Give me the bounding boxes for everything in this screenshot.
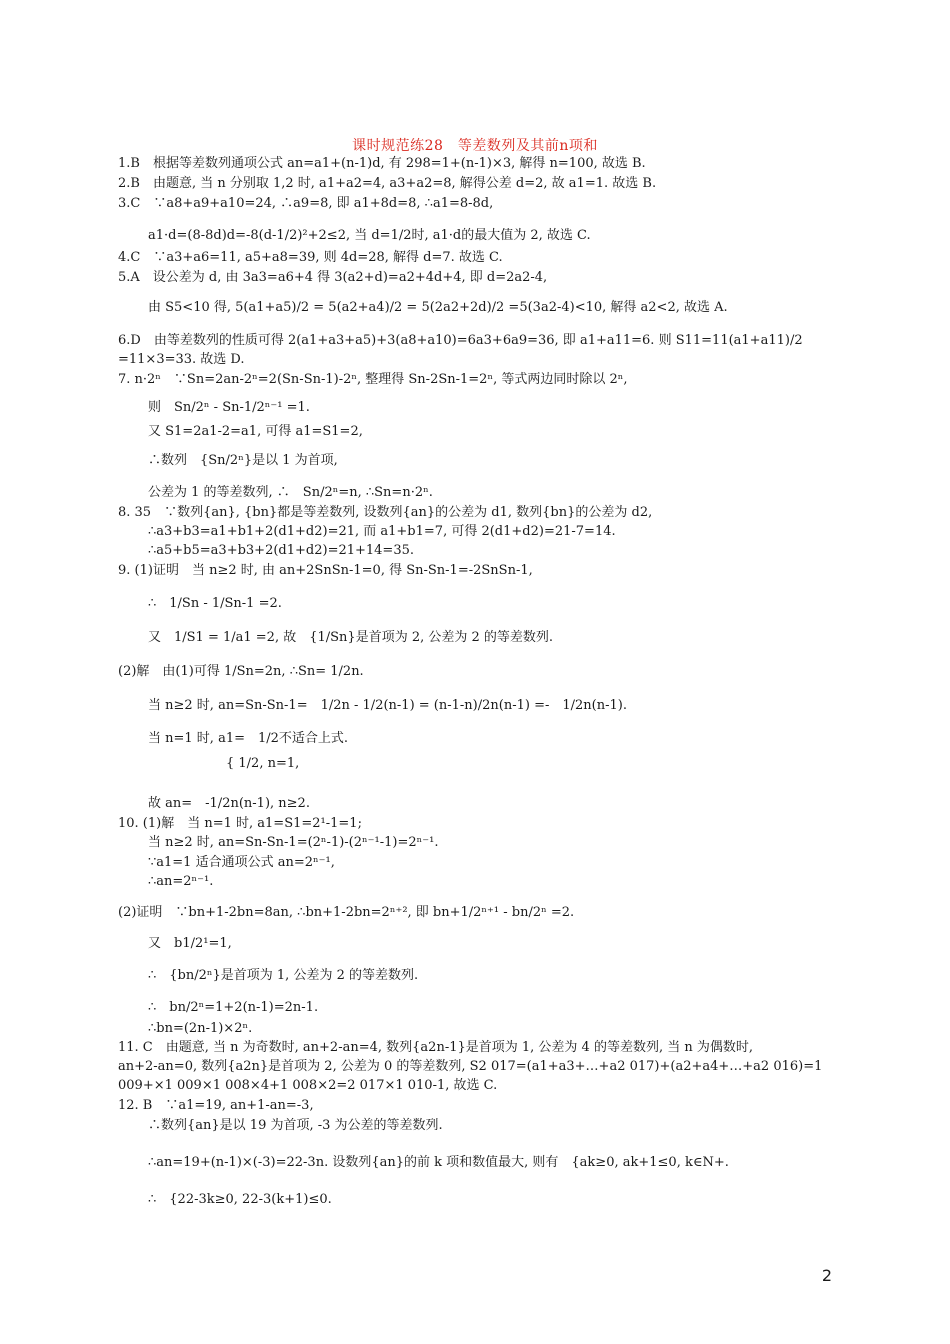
answer-line: 3.C ∵a8+a9+a10=24, ∴a9=8, 即 a1+8d=8, ∴a1=8-8d, — [118, 196, 494, 211]
answer-line: 009+×1 009×1 008×4+1 008×2=2 017×1 010-1, 故选 C. — [118, 1078, 498, 1093]
answer-line: 当 n=1 时, a1= 1/2不适合上式. — [148, 731, 349, 746]
answer-line: 11. C 由题意, 当 n 为奇数时, an+2-an=4, 数列{a2n-1}是首项为 1, 公差为 4 的等差数列, 当 n 为偶数时, — [118, 1040, 753, 1055]
answer-line: 5.A 设公差为 d, 由 3a3=a6+4 得 3(a2+d)=a2+4d+4, 即 d=2a2-4, — [118, 270, 548, 285]
answer-line: 1.B 根据等差数列通项公式 an=a1+(n-1)d, 有 298=1+(n-1)×3, 解得 n=100, 故选 B. — [118, 156, 646, 171]
answer-line: ∴数列{an}是以 19 为首项, -3 为公差的等差数列. — [148, 1118, 443, 1133]
answer-line: 9. (1)证明 当 n≥2 时, 由 an+2SnSn-1=0, 得 Sn-Sn-1=-2SnSn-1, — [118, 563, 533, 578]
answer-line: 当 n≥2 时, an=Sn-Sn-1=(2ⁿ-1)-(2ⁿ⁻¹-1)=2ⁿ⁻¹. — [148, 835, 439, 850]
answer-line: ∵a1=1 适合通项公式 an=2ⁿ⁻¹, — [148, 855, 335, 870]
answer-line: ∴an=2ⁿ⁻¹. — [148, 874, 214, 889]
answer-line: ∴ {bn/2ⁿ}是首项为 1, 公差为 2 的等差数列. — [148, 968, 419, 983]
answer-line: 12. B ∵a1=19, an+1-an=-3, — [118, 1098, 314, 1113]
answer-line: 公差为 1 的等差数列, ∴ Sn/2ⁿ=n, ∴Sn=n·2ⁿ. — [148, 485, 433, 500]
answer-line: 10. (1)解 当 n=1 时, a1=S1=2¹-1=1; — [118, 816, 362, 831]
answer-line: an+2-an=0, 数列{a2n}是首项为 2, 公差为 0 的等差数列, S2 017=(a1+a3+…+a2 017)+(a2+a4+…+a2 016)=1 — [118, 1059, 823, 1074]
answer-line: ∴ {22-3k≥0, 22-3(k+1)≤0. — [148, 1192, 332, 1207]
page-number: 2 — [821, 1266, 832, 1285]
answer-line: (2)证明 ∵bn+1-2bn=8an, ∴bn+1-2bn=2ⁿ⁺², 即 bn+1/2ⁿ⁺¹ - bn/2ⁿ =2. — [118, 905, 575, 920]
answer-line: 又 1/S1 = 1/a1 =2, 故 {1/Sn}是首项为 2, 公差为 2 的等差数列. — [148, 630, 554, 645]
answer-line: 又 b1/2¹=1, — [148, 936, 232, 951]
answer-line: ∴a5+b5=a3+b3+2(d1+d2)=21+14=35. — [148, 543, 414, 558]
answer-line: ∴an=19+(n-1)×(-3)=22-3n. 设数列{an}的前 k 项和数值最大, 则有 {ak≥0, ak+1≤0, k∈N+. — [148, 1155, 729, 1170]
answer-line: =11×3=33. 故选 D. — [118, 352, 245, 367]
answer-line: ∴bn=(2n-1)×2ⁿ. — [148, 1021, 253, 1036]
page-title: 课时规范练28 等差数列及其前n项和 — [352, 138, 598, 154]
answer-line: 当 n≥2 时, an=Sn-Sn-1= 1/2n - 1/2(n-1) = (n-1-n)/2n(n-1) =- 1/2n(n-1). — [148, 698, 627, 713]
answer-line: ∴ bn/2ⁿ=1+2(n-1)=2n-1. — [148, 1000, 319, 1015]
answer-line: 2.B 由题意, 当 n 分别取 1,2 时, a1+a2=4, a3+a2=8, 解得公差 d=2, 故 a1=1. 故选 B. — [118, 176, 657, 191]
answer-line: 又 S1=2a1-2=a1, 可得 a1=S1=2, — [148, 424, 363, 439]
answer-line: ∴ 1/Sn - 1/Sn-1 =2. — [148, 596, 282, 611]
answer-line: 8. 35 ∵数列{an}, {bn}都是等差数列, 设数列{an}的公差为 d1, 数列{bn}的公差为 d2, — [118, 505, 653, 520]
answer-line: 7. n·2ⁿ ∵Sn=2an-2ⁿ=2(Sn-Sn-1)-2ⁿ, 整理得 Sn-2Sn-1=2ⁿ, 等式两边同时除以 2ⁿ, — [118, 372, 628, 387]
answer-line: 故 an= -1/2n(n-1), n≥2. — [148, 796, 310, 811]
answer-line: (2)解 由(1)可得 1/Sn=2n, ∴Sn= 1/2n. — [118, 664, 364, 679]
answer-line: ∴数列 {Sn/2ⁿ}是以 1 为首项, — [148, 453, 338, 468]
answer-line: 6.D 由等差数列的性质可得 2(a1+a3+a5)+3(a8+a10)=6a3+6a9=36, 即 a1+a11=6. 则 S11=11(a1+a11)/2 — [118, 333, 803, 348]
answer-line: 由 S5<10 得, 5(a1+a5)/2 = 5(a2+a4)/2 = 5(2a2+2d)/2 =5(3a2-4)<10, 解得 a2<2, 故选 A. — [148, 300, 728, 315]
answer-line: a1·d=(8-8d)d=-8(d-1/2)²+2≤2, 当 d=1/2时, a1·d的最大值为 2, 故选 C. — [148, 228, 591, 243]
answer-line: { 1/2, n=1, — [226, 756, 300, 771]
answer-line: 4.C ∵a3+a6=11, a5+a8=39, 则 4d=28, 解得 d=7. 故选 C. — [118, 250, 503, 265]
answer-line: 则 Sn/2ⁿ - Sn-1/2ⁿ⁻¹ =1. — [148, 400, 310, 415]
answer-line: ∴a3+b3=a1+b1+2(d1+d2)=21, 而 a1+b1=7, 可得 2(d1+d2)=21-7=14. — [148, 524, 616, 539]
